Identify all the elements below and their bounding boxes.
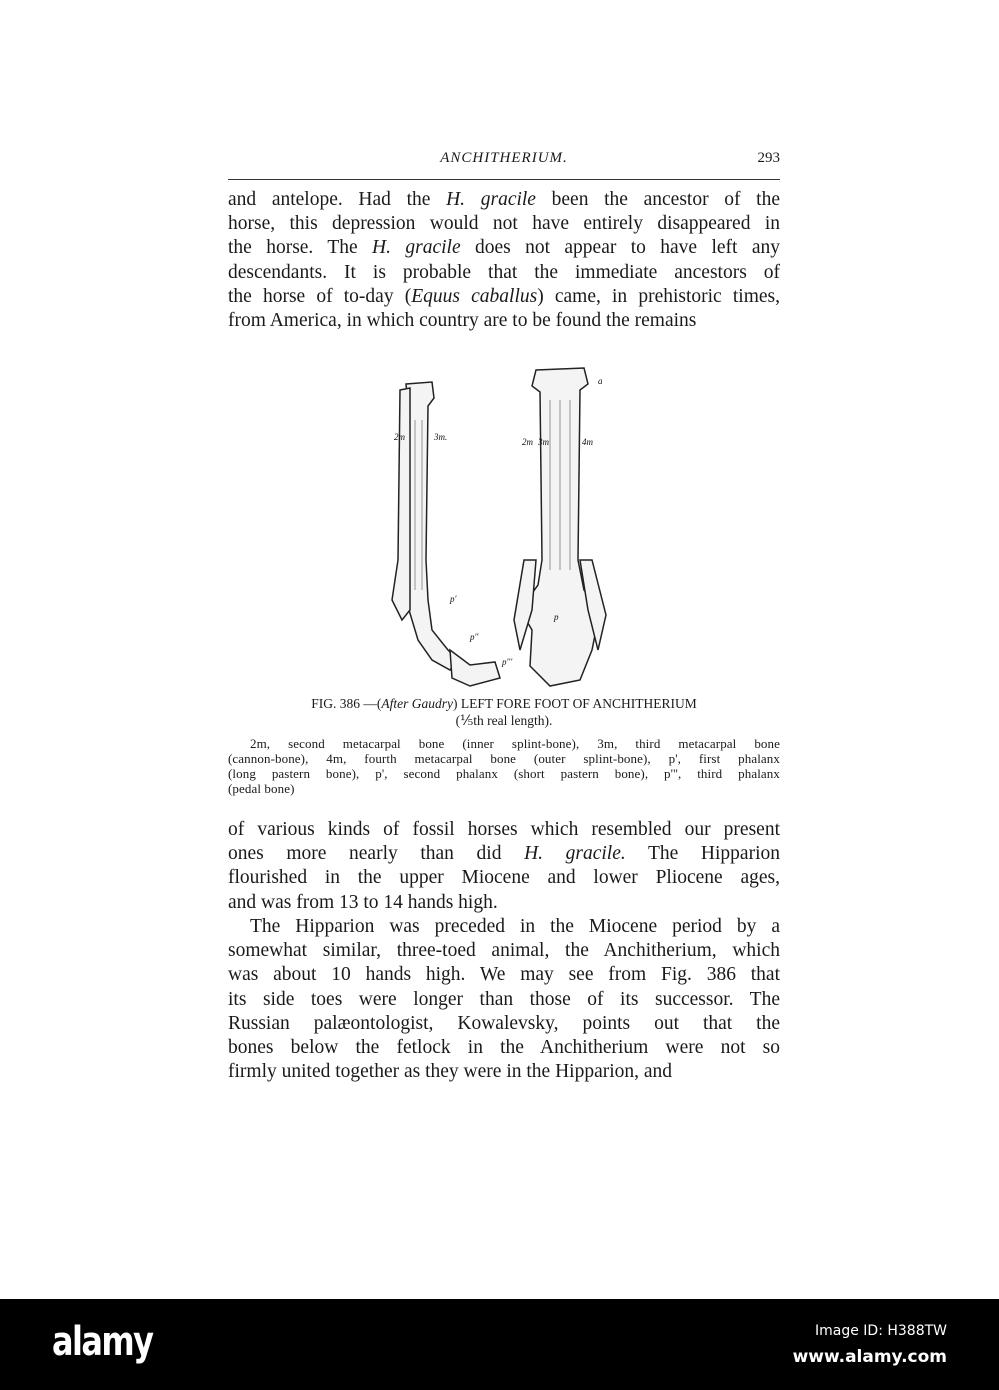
running-title: ANCHITHERIUM.: [440, 150, 568, 166]
text-line: [228, 818, 780, 842]
label-3m-right: 3m: [538, 437, 549, 447]
label-2m-right: 2m: [522, 437, 533, 447]
italic-term: H. gracile: [372, 237, 461, 259]
caption-source: After Gaudry: [381, 696, 454, 711]
text-line: [228, 285, 780, 309]
text-run: descendants. It is probable that the immediate ancestors of: [228, 261, 780, 283]
label-p: p: [554, 612, 559, 622]
figure-caption: [228, 695, 780, 729]
paragraph-3: [228, 915, 780, 1084]
label-p2: p'': [470, 632, 479, 642]
label-p3: p''': [502, 657, 513, 667]
site-url: www.alamy.com: [792, 1347, 947, 1367]
text-line: [228, 866, 780, 890]
text-line: [228, 1060, 780, 1084]
text-line: [228, 842, 780, 866]
paragraph-1: [228, 188, 780, 333]
text-line: [228, 963, 780, 987]
image-id: Image ID: H388TW: [814, 1323, 947, 1339]
label-3m-left: 3m.: [434, 432, 448, 442]
running-header: [228, 150, 780, 174]
text-run: from America, in which country are to be found the remains: [228, 310, 697, 332]
text-line: [228, 188, 780, 212]
text-run: ones more nearly than did: [228, 843, 525, 865]
text-run: its side toes were longer than those of its successor. The: [228, 988, 780, 1010]
text-run: the horse of to-day (: [228, 285, 412, 307]
legend-line: 2m, second metacarpal bone (inner splint-bone), 3m, third metacarpal bone: [250, 736, 780, 751]
alamy-logo: alamy: [52, 1319, 153, 1365]
text-line: [228, 212, 780, 236]
text-line: [228, 309, 780, 333]
text-run: been the ancestor of the: [535, 189, 781, 210]
text-run: somewhat similar, three-toed animal, the Anchitherium, which: [228, 940, 780, 962]
text-run: does not appear to have left any: [460, 237, 780, 259]
text-run: and antelope. Had the: [228, 189, 447, 210]
text-run: horse, this depression would not have entirely disappeared in: [228, 213, 780, 235]
text-line: [228, 939, 780, 963]
watermark-bar: [0, 1299, 999, 1390]
label-p1: p': [450, 594, 457, 604]
text-run: flourished in the upper Miocene and lower Pliocene ages,: [228, 867, 780, 889]
text-run: The Hipparion: [625, 843, 780, 865]
italic-term: H. gracile: [446, 189, 536, 210]
text-run: was about 10 hands high. We may see from Fig. 386 that: [228, 964, 780, 986]
text-line: [228, 236, 780, 260]
italic-term: H. gracile.: [524, 843, 626, 865]
label-2m-left: 2m: [394, 432, 405, 442]
legend-line: (pedal bone): [228, 781, 295, 796]
label-a: a: [598, 376, 603, 386]
text-run: ) came, in prehistoric times,: [537, 285, 780, 307]
text-run: firmly united together as they were in the Hipparion, and: [228, 1061, 673, 1083]
text-run: bones below the fetlock in the Anchitherium were not so: [228, 1037, 780, 1059]
figure-fore-foot-illustration: [370, 360, 630, 690]
header-rule: [228, 179, 780, 180]
page-number: 293: [757, 150, 780, 166]
label-4m-right: 4m: [582, 437, 593, 447]
text-line: [228, 1036, 780, 1060]
legend-line: (long pastern bone), p', second phalanx (short pastern bone), p''', third phalanx: [228, 766, 780, 781]
legend-line: (cannon-bone), 4m, fourth metacarpal bone (outer splint-bone), p', first phalanx: [228, 751, 780, 766]
text-run: Russian palæontologist, Kowalevsky, points out that the: [228, 1012, 780, 1034]
caption-scale: (⅕th real length).: [455, 713, 553, 728]
caption-title: ) LEFT FORE FOOT OF ANCHITHERIUM: [453, 696, 697, 711]
figure-legend: [228, 736, 780, 796]
text-line: [228, 891, 780, 915]
text-run: of various kinds of fossil horses which resembled our present: [228, 819, 780, 840]
caption-fig-number: FIG. 386 —(: [311, 696, 382, 711]
text-run: and was from 13 to 14 hands high.: [228, 891, 498, 913]
text-run: The Hipparion was preceded in the Miocene period by a: [250, 916, 780, 937]
text-line: [228, 915, 780, 939]
text-line: [228, 261, 780, 285]
text-run: the horse. The: [228, 237, 373, 259]
text-line: [228, 1012, 780, 1036]
paragraph-2: [228, 818, 780, 915]
text-line: [228, 988, 780, 1012]
italic-term: Equus caballus: [411, 285, 538, 307]
